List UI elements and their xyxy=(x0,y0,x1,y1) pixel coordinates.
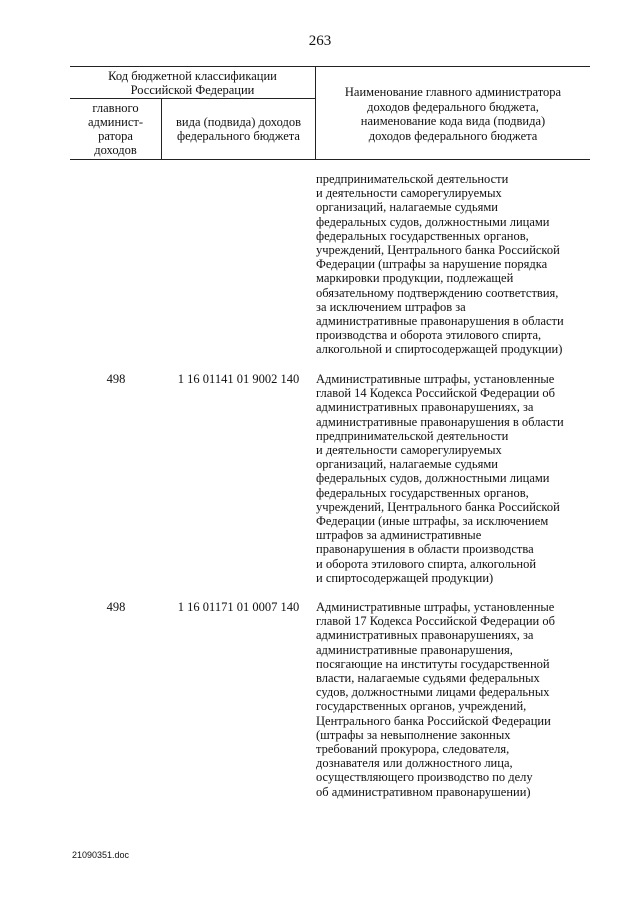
row-description xyxy=(316,600,590,799)
header-kind-col xyxy=(162,99,315,159)
description-line: осуществляющего производство по делу xyxy=(316,770,533,785)
header-admin-line: главного xyxy=(92,101,139,115)
description-line: посягающие на институты государственной xyxy=(316,656,550,671)
description-line: (штрафы за невыполнение законных xyxy=(316,727,511,742)
description-line: Административные штрафы, установленные xyxy=(316,372,555,386)
description-line: федеральных государственных органов, xyxy=(316,485,529,500)
row-admin-code: 498 xyxy=(106,600,126,614)
header-name-col xyxy=(316,67,590,159)
document-filename: 21090351.doc xyxy=(72,850,130,860)
description-line: маркировки продукции, подлежащей xyxy=(316,271,514,286)
description-line: и оборота этилового спирта, алкогольной xyxy=(316,556,537,571)
header-kind-line: вида (подвида) доходов xyxy=(176,115,301,129)
description-line: главой 14 Кодекса Российской Федерации об xyxy=(316,386,555,401)
description-line: Центрального банка Российской Федерации xyxy=(316,713,551,728)
description-line: предпринимательской деятельности xyxy=(316,428,509,443)
description-line: об административном правонарушении) xyxy=(316,784,531,799)
header-name-line: доходов федерального бюджета xyxy=(368,128,538,143)
page-number: 263 xyxy=(308,33,332,49)
row-description xyxy=(316,372,590,585)
description-line: организаций, налагаемые судьями xyxy=(316,457,498,472)
description-line: требований прокурора, следователя, xyxy=(316,742,510,757)
header-admin-line: админист- xyxy=(87,115,144,129)
description-line: административные правонарушения в области xyxy=(316,414,564,429)
description-line: предпринимательской деятельности xyxy=(316,172,509,186)
description-line: государственных органов, учреждений, xyxy=(316,699,527,714)
description-line: главой 17 Кодекса Российской Федерации об xyxy=(316,614,555,629)
header-admin-col xyxy=(70,99,162,159)
header-name-line: Наименование главного администратора xyxy=(344,85,562,99)
description-line: и спиртосодержащей продукции) xyxy=(316,570,494,585)
description-line: административные правонарушения в области xyxy=(316,314,564,329)
description-line: административных правонарушениях, за xyxy=(316,400,534,415)
description-line: дознавателя или должностного лица, xyxy=(316,756,513,771)
description-line: федеральных судов, должностными лицами xyxy=(316,471,550,486)
description-line: и деятельности саморегулируемых xyxy=(316,443,502,458)
header-code-title-line: Российской Федерации xyxy=(130,83,255,97)
header-name-line: доходов федерального бюджета, xyxy=(367,99,539,114)
description-line: алкогольной и спиртосодержащей продукции) xyxy=(316,342,563,357)
description-line: судов, должностными лицами федеральных xyxy=(316,685,550,700)
description-line: федеральных государственных органов, xyxy=(316,228,529,243)
description-line: власти, налагаемые судьями федеральных xyxy=(316,671,540,686)
header-code-title-line: Код бюджетной классификации xyxy=(108,69,277,83)
description-line: Федерации (штрафы за нарушение порядка xyxy=(316,257,548,272)
header-admin-line: ратора xyxy=(98,129,133,143)
description-line: штрафов за административные xyxy=(316,528,482,543)
header-kind-line: федерального бюджета xyxy=(177,129,300,143)
header-code-title xyxy=(70,69,315,99)
row-income-code: 1 16 01171 01 0007 140 xyxy=(177,600,300,614)
description-line: административных правонарушениях, за xyxy=(316,628,534,643)
header-admin-line: доходов xyxy=(94,143,137,157)
description-line: федеральных судов, должностными лицами xyxy=(316,214,550,229)
description-line: Административные штрафы, установленные xyxy=(316,600,555,614)
header-name-line: наименование кода вида (подвида) xyxy=(360,114,546,128)
description-line: правонарушения в области производства xyxy=(316,542,534,557)
description-line: и деятельности саморегулируемых xyxy=(316,186,502,201)
table-header xyxy=(70,66,590,160)
description-line: за исключением штрафов за xyxy=(316,299,466,314)
description-line: Федерации (иные штрафы, за исключением xyxy=(316,514,549,529)
header-code-group xyxy=(70,67,316,159)
description-line: административные правонарушения, xyxy=(316,642,513,657)
row-description xyxy=(316,172,590,357)
row-admin-code: 498 xyxy=(106,372,126,386)
row-income-code: 1 16 01141 01 9002 140 xyxy=(177,372,300,386)
description-line: учреждений, Центрального банка Российской xyxy=(316,499,560,514)
description-line: организаций, налагаемые судьями xyxy=(316,200,498,215)
description-line: производства и оборота этилового спирта, xyxy=(316,328,542,343)
description-line: обязательному подтверждению соответствия, xyxy=(316,285,559,300)
description-line: учреждений, Центрального банка Российской xyxy=(316,243,560,258)
